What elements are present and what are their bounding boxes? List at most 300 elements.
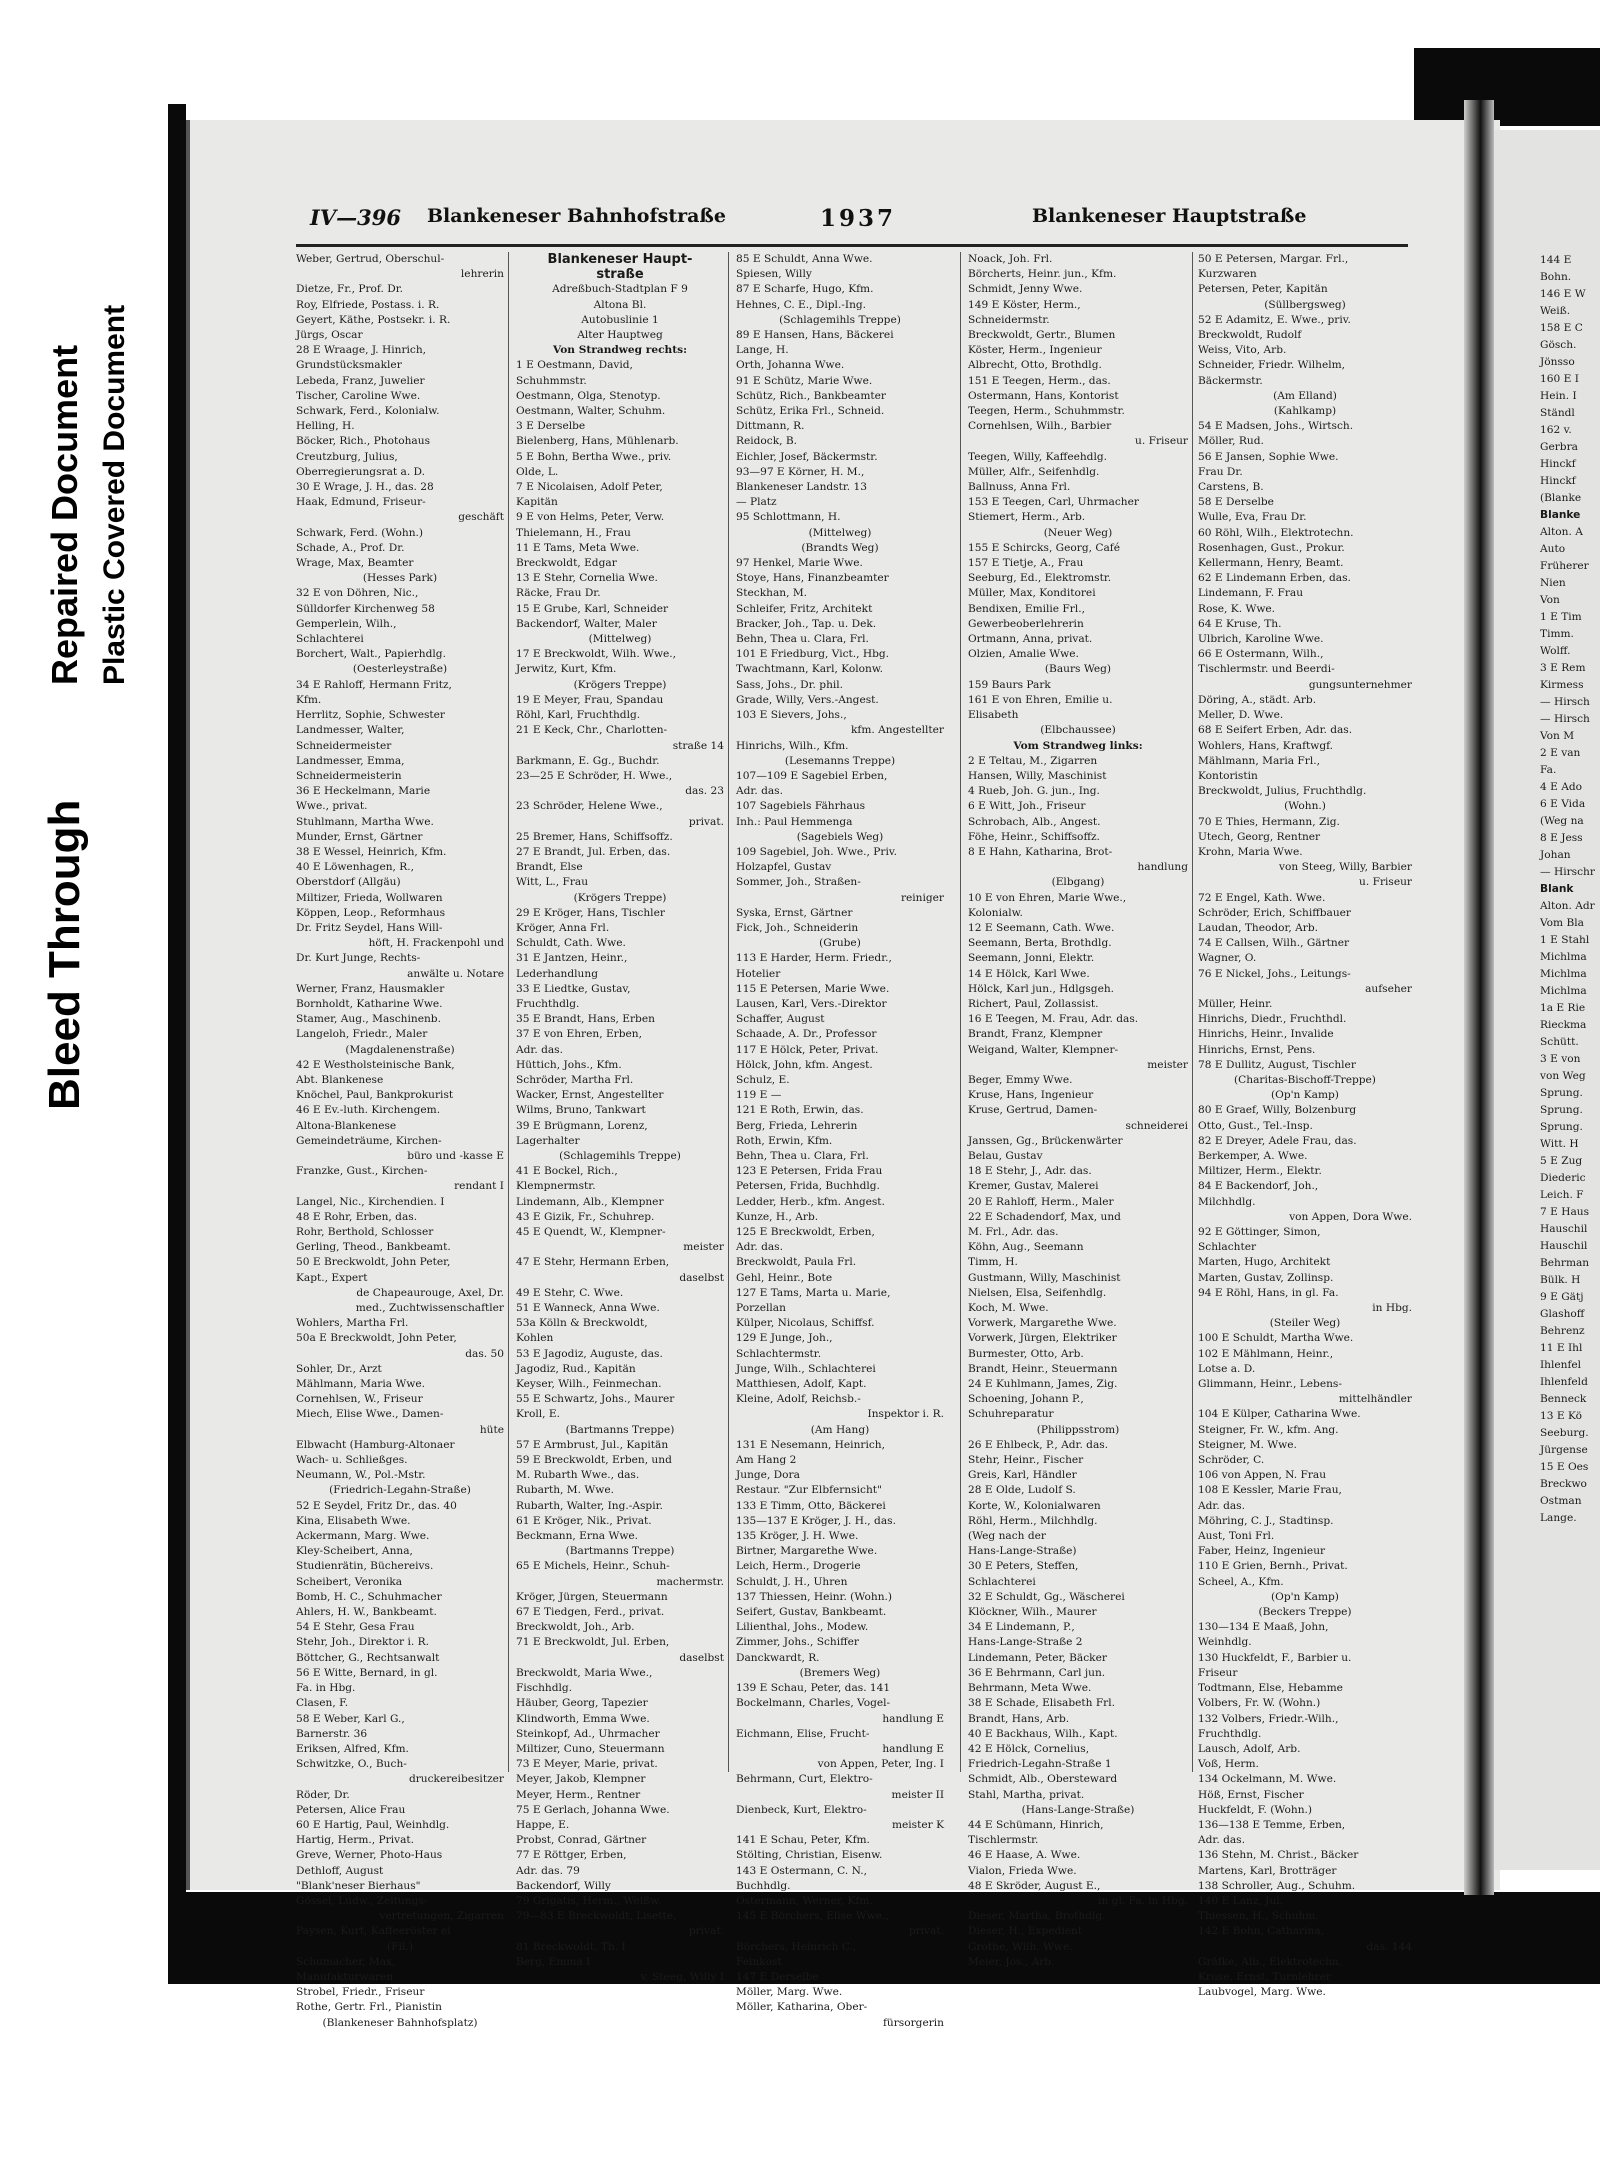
directory-line: aufseher bbox=[1365, 982, 1412, 995]
directory-line: 76 E Nickel, Johs., Leitungs- bbox=[1198, 967, 1351, 980]
directory-line: Schrobach, Alb., Angest. bbox=[968, 815, 1101, 828]
directory-line: höft, H. Frackenpohl und bbox=[368, 937, 504, 950]
directory-line: Greis, Karl, Händler bbox=[968, 1469, 1077, 1482]
directory-line: Wilms, Bruno, Tankwart bbox=[516, 1104, 646, 1117]
directory-line: Dr. Fritz Seydel, Hans Will- bbox=[296, 921, 443, 934]
directory-line: Schade, A., Prof. Dr. bbox=[296, 541, 405, 554]
facing-page-line: Jürgense bbox=[1540, 1444, 1588, 1456]
facing-page-line: Johan bbox=[1540, 849, 1571, 861]
directory-line: 107—109 E Sagebiel Erben, bbox=[736, 769, 888, 782]
directory-line: Schlachter bbox=[1198, 1241, 1257, 1254]
directory-line: 50a E Breckwoldt, John Peter, bbox=[296, 1332, 457, 1345]
facing-page-line: 13 E Kö bbox=[1540, 1410, 1582, 1422]
directory-line: Döring, A., städt. Arb. bbox=[1198, 693, 1317, 706]
directory-line: (Wohn.) bbox=[1284, 800, 1326, 813]
directory-line: Knöchel, Paul, Bankprokurist bbox=[296, 1089, 454, 1102]
facing-page-fragments bbox=[1540, 252, 1600, 1772]
directory-column-3 bbox=[736, 252, 944, 2029]
directory-line: handlung bbox=[1137, 861, 1188, 874]
directory-line: in gl. Fa. in Hbg. bbox=[1098, 1894, 1188, 1907]
directory-line: "Blank'neser Bierhaus" bbox=[296, 1879, 421, 1892]
directory-line: Berg, Frieda, Lehrerin bbox=[736, 1119, 858, 1132]
directory-line: 33 E Liedtke, Gustav, bbox=[516, 982, 631, 995]
directory-line: Feinkost bbox=[736, 1955, 782, 1968]
directory-line: Rubarth, Walter, Ing.-Aspir. bbox=[516, 1499, 663, 1512]
directory-line: Inh.: Paul Hemmenga bbox=[736, 815, 853, 828]
facing-page-line: Gösch. bbox=[1540, 339, 1577, 351]
directory-line: Wagner, O. bbox=[1198, 952, 1257, 965]
directory-line: 67 E Tiedgen, Ferd., privat. bbox=[516, 1606, 665, 1619]
directory-line: 38 E Schade, Elisabeth Frl. bbox=[968, 1697, 1115, 1710]
directory-line: 11 E Tams, Meta Wwe. bbox=[516, 541, 640, 554]
directory-line: 85 E Schuldt, Anna Wwe. bbox=[736, 253, 873, 265]
directory-line: Köppen, Leop., Reformhaus bbox=[296, 906, 446, 919]
directory-line: Lausch, Adolf, Arb. bbox=[1198, 1742, 1301, 1755]
directory-line: Hartig, Herm., Privat. bbox=[296, 1834, 415, 1847]
directory-line: 57 E Armbrust, Jul., Kapitän bbox=[516, 1438, 669, 1451]
directory-line: Klöckner, Wilh., Maurer bbox=[968, 1606, 1097, 1619]
directory-line: Gräfke, Alb., Elektrotechn. bbox=[1198, 1955, 1343, 1968]
directory-line: Huckfeldt, F. (Wohn.) bbox=[1198, 1803, 1313, 1816]
directory-line: Teegen, Herm., Schuhmmstr. bbox=[968, 405, 1125, 418]
directory-line: Bendixen, Emilie Frl., bbox=[968, 602, 1085, 615]
directory-line: Thielemann, H., Frau bbox=[516, 526, 631, 539]
directory-line: Lange, H. bbox=[736, 344, 789, 357]
directory-line: Marten, Gustav, Zollinsp. bbox=[1198, 1271, 1334, 1284]
directory-line: 161 E von Ehren, Emilie u. bbox=[968, 693, 1113, 706]
directory-line: Utech, Georg, Rentner bbox=[1198, 830, 1321, 843]
directory-line: Behn, Thea u. Clara, Frl. bbox=[736, 1149, 869, 1162]
directory-line: Grundstücksmakler bbox=[296, 359, 402, 372]
facing-page-line: Ihlenfeld bbox=[1540, 1376, 1588, 1388]
directory-line: Weigand, Walter, Klempner- bbox=[968, 1043, 1119, 1056]
directory-line: Tischlermstr. und Beerdi- bbox=[1198, 663, 1335, 676]
directory-line: (Magdalenenstraße) bbox=[345, 1043, 455, 1056]
directory-line: 89 E Hansen, Hans, Bäckerei bbox=[736, 329, 894, 342]
facing-page-line: — Hirschr bbox=[1540, 866, 1595, 878]
directory-line: Stahl, Martha, privat. bbox=[968, 1788, 1085, 1801]
directory-line: Milchhdlg. bbox=[1198, 1195, 1256, 1208]
directory-line: Schütz, Erika Frl., Schneid. bbox=[736, 405, 885, 418]
directory-line: (Hesses Park) bbox=[362, 572, 438, 585]
directory-line: Grade, Willy, Vers.-Angest. bbox=[736, 693, 879, 706]
facing-page-line: Von M bbox=[1540, 730, 1575, 742]
facing-page-line: Michlma bbox=[1540, 951, 1587, 963]
directory-line: Berg, Emma I bbox=[516, 1955, 591, 1968]
directory-line: Kapt., Expert bbox=[296, 1271, 368, 1284]
directory-line: Steigner, Fr. W., kfm. Ang. bbox=[1198, 1423, 1339, 1436]
facing-page-line: 3 E Rem bbox=[1540, 662, 1586, 674]
directory-line: 97 Henkel, Marie Wwe. bbox=[736, 557, 863, 570]
directory-line: Schröder, C. bbox=[1198, 1454, 1265, 1467]
directory-line: Behn, Thea u. Clara, Frl. bbox=[736, 633, 869, 646]
directory-line: 78 E Dullitz, August, Tischler bbox=[1198, 1058, 1356, 1071]
facing-page-line: Michlma bbox=[1540, 968, 1587, 980]
directory-line: (Brandts Weg) bbox=[801, 541, 879, 554]
directory-line: Kley-Scheibert, Anna, bbox=[296, 1545, 413, 1558]
directory-line: Seeburg, Ed., Elektromstr. bbox=[968, 572, 1112, 585]
directory-line: 34 E Rahloff, Hermann Fritz, bbox=[296, 678, 452, 691]
directory-line: reiniger bbox=[900, 891, 944, 904]
directory-line: 58 E Weber, Karl G., bbox=[296, 1712, 405, 1725]
directory-line: v. Steeg, Willy I bbox=[640, 1970, 724, 1983]
directory-line: 72 E Engel, Kath. Wwe. bbox=[1198, 891, 1326, 904]
plastic-covered-label: Plastic Covered Document bbox=[98, 304, 131, 685]
left-street-heading: Blankeneser Bahnhofstraße bbox=[427, 205, 726, 227]
directory-line: daselbst bbox=[679, 1271, 724, 1284]
directory-line: Klindworth, Emma Wwe. bbox=[516, 1712, 650, 1725]
directory-line: Stiemert, Herm., Arb. bbox=[968, 511, 1086, 524]
directory-line: 44 E Schümann, Hinrich, bbox=[968, 1818, 1104, 1831]
directory-line: (Philippsstrom) bbox=[1036, 1423, 1120, 1436]
facing-page-line: (Blanke bbox=[1540, 492, 1582, 504]
directory-line: 149 E Köster, Herm., bbox=[968, 298, 1081, 311]
directory-line: Laudan, Theodor, Arb. bbox=[1198, 921, 1319, 934]
directory-line: Carstens, B. bbox=[1198, 481, 1264, 494]
directory-line: 87 E Scharfe, Hugo, Kfm. bbox=[736, 283, 874, 296]
directory-line: 35 E Brandt, Hans, Erben bbox=[516, 1013, 655, 1026]
directory-line: 53a Kölln & Breckwoldt, bbox=[516, 1317, 648, 1330]
directory-line: (Baurs Weg) bbox=[1044, 663, 1112, 676]
directory-line: Kontoristin bbox=[1198, 769, 1258, 782]
directory-line: Sülldorfer Kirchenweg 58 bbox=[296, 602, 435, 615]
year-heading: 1937 bbox=[820, 205, 897, 232]
directory-line: Stölting, Christian, Eisenw. bbox=[736, 1849, 883, 1862]
directory-line: Frau Dr. bbox=[1198, 465, 1243, 478]
directory-line: (Steiler Weg) bbox=[1269, 1317, 1341, 1330]
directory-line: privat. bbox=[908, 1925, 944, 1938]
directory-line: Buchhdlg. bbox=[736, 1879, 791, 1892]
directory-line: Aust, Toni Frl. bbox=[1198, 1530, 1275, 1543]
facing-page-line: 1 E Stahl bbox=[1540, 934, 1590, 946]
bleed-through-tag bbox=[22, 700, 147, 1120]
directory-line: Behrmann, Curt, Elektro- bbox=[736, 1773, 873, 1786]
directory-line: 28 E Wraage, J. Hinrich, bbox=[296, 344, 427, 357]
directory-line: Hansen, Willy, Maschinist bbox=[968, 769, 1107, 782]
directory-line: 20 E Rahloff, Herm., Maler bbox=[968, 1195, 1114, 1208]
directory-line: Müller, Alfr., Seifenhdlg. bbox=[968, 465, 1100, 478]
directory-line: 18 E Stehr, J., Adr. das. bbox=[968, 1165, 1092, 1178]
directory-line: 36 E Heckelmann, Marie bbox=[296, 785, 431, 798]
directory-line: 26 E Ehlbeck, P., Adr. das. bbox=[968, 1438, 1109, 1451]
facing-page-line: Von bbox=[1540, 594, 1560, 606]
directory-line: handlung E bbox=[882, 1712, 944, 1725]
directory-line: Kroll, E. bbox=[516, 1408, 560, 1421]
directory-line: 24 E Kuhlmann, James, Zig. bbox=[968, 1378, 1118, 1391]
directory-line: Schwark, Ferd., Kolonialw. bbox=[296, 405, 440, 418]
directory-line: Hans-Lange-Straße 2 bbox=[968, 1636, 1083, 1649]
directory-line: 32 E von Döhren, Nic., bbox=[296, 587, 419, 600]
directory-line: 23 Schröder, Helene Wwe., bbox=[516, 800, 663, 813]
directory-line: Köhn, Aug., Seemann bbox=[968, 1241, 1084, 1254]
directory-line: Brandt, Heinr., Steuermann bbox=[968, 1362, 1118, 1375]
facing-page-line: Lange. bbox=[1540, 1512, 1577, 1524]
directory-line: 31 E Jantzen, Heinr., bbox=[516, 952, 628, 965]
directory-line: 77 E Röttger, Erben, bbox=[516, 1849, 627, 1862]
directory-line: Jürgs, Oscar bbox=[296, 329, 363, 342]
directory-line: Lagerhalter bbox=[516, 1134, 580, 1147]
directory-line: Miltizer, Herm., Elektr. bbox=[1198, 1165, 1322, 1178]
directory-line: Schlachterei bbox=[296, 633, 364, 646]
directory-line: Miltizer, Frieda, Wollwaren bbox=[296, 891, 443, 904]
directory-line: Breckwoldt, Gertr., Blumen bbox=[968, 329, 1116, 342]
directory-line: Stehr, Heinr., Fischer bbox=[968, 1454, 1084, 1467]
directory-line: 79 Grigatis, Herm., Weißw. bbox=[516, 1894, 662, 1907]
directory-line: 157 E Tietje, A., Frau bbox=[968, 557, 1084, 570]
directory-line: Borchert, Walt., Papierhdlg. bbox=[296, 648, 446, 661]
directory-line: Breckwoldt, Maria Wwe., bbox=[516, 1666, 653, 1679]
directory-line: — Platz bbox=[736, 496, 777, 509]
directory-line: 53 E Jagodiz, Auguste, das. bbox=[516, 1347, 663, 1360]
directory-line: Lindemann, Peter, Bäcker bbox=[968, 1651, 1107, 1664]
directory-line: 25 Bremer, Hans, Schiffsoffz. bbox=[516, 830, 673, 843]
directory-column-5 bbox=[1198, 252, 1412, 1999]
directory-line: Bäckermstr. bbox=[1198, 374, 1263, 387]
facing-page-line: Michlma bbox=[1540, 985, 1587, 997]
directory-line: M. Frl., Adr. das. bbox=[968, 1226, 1059, 1238]
directory-line: 9 E von Helms, Peter, Verw. bbox=[516, 511, 665, 524]
facing-page-line: Rieckma bbox=[1540, 1019, 1587, 1031]
directory-line: 55 E Schwartz, Johs., Maurer bbox=[516, 1393, 675, 1406]
directory-line: Kruse, Gertrud, Damen- bbox=[968, 1104, 1098, 1117]
directory-line: Räcke, Frau Dr. bbox=[516, 587, 601, 600]
facing-page-line: Fa. bbox=[1540, 764, 1557, 776]
column-separator bbox=[1192, 252, 1193, 1772]
directory-line: Alter Hauptweg bbox=[577, 329, 663, 342]
directory-line: Breckwoldt, Joh., Arb. bbox=[516, 1621, 635, 1634]
directory-line: Dr. Kurt Junge, Rechts- bbox=[296, 952, 421, 965]
directory-line: Am Hang 2 bbox=[736, 1454, 797, 1467]
directory-line: Rose, K. Wwe. bbox=[1198, 602, 1276, 615]
directory-line: (Hans-Lange-Straße) bbox=[1021, 1803, 1135, 1816]
directory-line: Röhl, Herm., Milchhdlg. bbox=[968, 1514, 1098, 1527]
directory-line: Brandt, Franz, Klempner bbox=[968, 1028, 1103, 1041]
directory-column-2 bbox=[516, 252, 724, 1983]
directory-line: (Sagebiels Weg) bbox=[796, 830, 884, 843]
directory-line: Schuhmmstr. bbox=[516, 374, 587, 387]
directory-line: 145 E Börchers, Elise Wwe., bbox=[736, 1910, 889, 1923]
directory-line: Albrecht, Otto, Brothdlg. bbox=[968, 359, 1102, 372]
directory-line: Hüttich, Johs., Kfm. bbox=[516, 1058, 622, 1071]
directory-line: Kina, Elisabeth Wwe. bbox=[296, 1514, 411, 1527]
directory-line: Mählmann, Maria Wwe. bbox=[296, 1378, 426, 1391]
directory-line: (Mittelweg) bbox=[588, 633, 652, 646]
directory-line: Ulbrich, Karoline Wwe. bbox=[1198, 633, 1324, 646]
facing-page-line: Witt. H bbox=[1540, 1138, 1579, 1150]
directory-line: Herrlitz, Sophie, Schwester bbox=[296, 709, 445, 722]
facing-page-line: 11 E Ihl bbox=[1540, 1342, 1583, 1354]
directory-line: Clasen, F. bbox=[296, 1697, 349, 1710]
directory-line: 54 E Stehr, Gesa Frau bbox=[296, 1621, 415, 1634]
directory-line: 5 E Bohn, Bertha Wwe., priv. bbox=[516, 450, 672, 463]
directory-line: 104 E Külper, Catharina Wwe. bbox=[1198, 1408, 1361, 1421]
directory-line: Mählmann, Maria Frl., bbox=[1198, 754, 1320, 767]
directory-line: fürsorgerin bbox=[882, 2016, 944, 2029]
facing-page-line: Hein. I bbox=[1540, 390, 1577, 402]
directory-line: Schneider, Friedr. Wilhelm, bbox=[1198, 359, 1346, 372]
directory-line: Creutzburg, Julius, bbox=[296, 450, 398, 463]
directory-line: Janssen, Gg., Brückenwärter bbox=[968, 1134, 1123, 1147]
directory-line: das. 23 bbox=[685, 785, 724, 798]
directory-line: Kremer, Gustav, Malerei bbox=[968, 1180, 1099, 1193]
directory-line: Olzien, Amalie Wwe. bbox=[968, 648, 1079, 661]
directory-line: Schütz, Rich., Bankbeamter bbox=[736, 389, 886, 402]
directory-line: 60 Röhl, Wilh., Elektrotechn. bbox=[1198, 526, 1354, 539]
facing-page-line: Behrman bbox=[1540, 1257, 1590, 1269]
directory-line: 82 E Dreyer, Adele Frau, das. bbox=[1198, 1134, 1357, 1147]
directory-column-4 bbox=[968, 252, 1188, 1968]
directory-line: 12 E Seemann, Cath. Wwe. bbox=[968, 921, 1115, 934]
directory-line: Lindemann, F. Frau bbox=[1198, 587, 1304, 600]
directory-line: Spiesen, Willy bbox=[736, 268, 812, 281]
directory-line: Kunze, H., Arb. bbox=[736, 1210, 819, 1223]
directory-line: 84 E Backendorf, Joh., bbox=[1198, 1180, 1319, 1193]
directory-line: 27 E Brandt, Jul. Erben, das. bbox=[516, 845, 671, 858]
directory-column-1 bbox=[296, 252, 504, 2029]
directory-line: u. Friseur bbox=[1359, 876, 1412, 889]
directory-line: Adreßbuch-Stadtplan F 9 bbox=[552, 283, 688, 296]
directory-line: 59 E Breckwoldt, Erben, und bbox=[516, 1454, 672, 1467]
directory-line: Friedrich-Legahn-Straße 1 bbox=[968, 1758, 1112, 1771]
right-street-heading: Blankeneser Hauptstraße bbox=[1032, 205, 1307, 227]
directory-line: 95 Schlottmann, H. bbox=[736, 511, 841, 524]
directory-line: in Hbg. bbox=[1372, 1302, 1412, 1315]
directory-line: Brandt, Hans, Arb. bbox=[968, 1712, 1070, 1725]
facing-page-line: Ihlenfel bbox=[1540, 1359, 1582, 1371]
directory-line: (Schlagemihls Treppe) bbox=[559, 1149, 681, 1162]
directory-line: Fruchthdlg. bbox=[516, 997, 580, 1010]
directory-line: 62 E Lindemann Erben, das. bbox=[1198, 572, 1351, 585]
directory-line: 46 E Ev.-luth. Kirchengem. bbox=[296, 1104, 441, 1117]
directory-line: Olde, L. bbox=[516, 465, 559, 478]
directory-line: Haak, Edmund, Friseur- bbox=[296, 496, 426, 509]
directory-line: 7 E Nicolaisen, Adolf Peter, bbox=[516, 481, 663, 494]
facing-page-line: 146 E W bbox=[1540, 288, 1586, 300]
directory-line: Jagodiz, Rud., Kapitän bbox=[516, 1362, 636, 1375]
directory-line: 22 E Schadendorf, Max, und bbox=[968, 1210, 1121, 1223]
directory-line: Krohn, Maria Wwe. bbox=[1198, 845, 1303, 858]
directory-line: 2 E Teltau, M., Zigarren bbox=[968, 754, 1098, 767]
directory-line: 41 E Bockel, Rich., bbox=[516, 1165, 618, 1178]
directory-line: 28 E Olde, Ludolf S. bbox=[968, 1484, 1076, 1497]
directory-line: Wohlers, Hans, Kraftwgf. bbox=[1198, 739, 1334, 752]
directory-line: Teegen, Willy, Kaffeehdlg. bbox=[968, 450, 1108, 463]
directory-line: Ballnuss, Anna Frl. bbox=[968, 481, 1071, 494]
directory-line: Seifert, Gustav, Bankbeamt. bbox=[736, 1606, 887, 1619]
directory-line: Meller, D. Wwe. bbox=[1198, 709, 1284, 722]
directory-line: Keyser, Wilh., Feinmechan. bbox=[516, 1378, 662, 1391]
facing-page-line: Blanke bbox=[1540, 509, 1581, 521]
directory-line: straße 14 bbox=[672, 739, 724, 752]
directory-line: (Bremers Weg) bbox=[799, 1666, 881, 1679]
directory-line: 79—83 E Breckwoldt, Lisette, bbox=[516, 1910, 677, 1923]
directory-line: 30 E Wrage, J. H., das. 28 bbox=[296, 481, 434, 494]
directory-line: Schwark, Ferd. (Wohn.) bbox=[296, 526, 424, 539]
directory-line: 45 E Quendt, W., Klempner- bbox=[516, 1226, 666, 1238]
directory-line: Stoye, Hans, Finanzbeamter bbox=[736, 572, 889, 585]
facing-page-line: Ostman bbox=[1540, 1495, 1582, 1507]
scan-border-left bbox=[168, 104, 186, 1894]
directory-line: Rosenhagen, Gust., Prokur. bbox=[1198, 541, 1345, 554]
directory-line: schneiderei bbox=[1125, 1119, 1188, 1132]
directory-line: von Appen, Peter, Ing. I bbox=[817, 1758, 944, 1771]
directory-line: Barkmann, E. Gg., Buchdr. bbox=[516, 754, 660, 767]
directory-line: (Op'n Kamp) bbox=[1271, 1590, 1339, 1603]
directory-line: (Beckers Treppe) bbox=[1258, 1606, 1352, 1619]
directory-line: Hinrichs, Wilh., Kfm. bbox=[736, 739, 849, 752]
directory-line: Studienrätin, Büchereivs. bbox=[296, 1560, 434, 1573]
directory-line: Koch, M. Wwe. bbox=[968, 1302, 1049, 1315]
directory-line: Noack, Joh. Frl. bbox=[968, 253, 1053, 265]
directory-line: Jerwitz, Kurt, Kfm. bbox=[516, 663, 617, 676]
directory-line: (Charitas-Bischoff-Treppe) bbox=[1234, 1073, 1376, 1086]
directory-line: Föhe, Heinr., Schiffsoffz. bbox=[968, 830, 1100, 843]
directory-line: Vom Strandweg links: bbox=[1013, 739, 1143, 752]
directory-line: meister II bbox=[891, 1788, 944, 1801]
directory-line: Happe, E. bbox=[516, 1818, 570, 1831]
directory-line: (Elbgang) bbox=[1051, 876, 1105, 889]
directory-line: das. 144 bbox=[1366, 1940, 1412, 1953]
directory-line: Landmesser, Emma, bbox=[296, 754, 405, 767]
directory-line: 147 E Derselbe bbox=[736, 1970, 819, 1983]
directory-line: (Kahlkamp) bbox=[1273, 405, 1337, 418]
directory-line: Eichler, Josef, Bäckermstr. bbox=[736, 450, 878, 463]
directory-line: Weinhdlg. bbox=[1198, 1636, 1252, 1649]
facing-page-line: Hauschil bbox=[1540, 1240, 1588, 1252]
directory-line: Steigner, M. Wwe. bbox=[1198, 1438, 1297, 1451]
directory-line: Lilienthal, Johs., Modew. bbox=[736, 1621, 869, 1634]
directory-line: Lederhandlung bbox=[516, 967, 598, 980]
directory-line: 65 E Michels, Heinr., Schuh- bbox=[516, 1560, 670, 1573]
directory-line: Kellermann, Henry, Beamt. bbox=[1198, 557, 1344, 570]
header-rule bbox=[296, 244, 1408, 247]
directory-line: Lindemann, Alb., Klempner bbox=[516, 1195, 664, 1208]
directory-line: Schaade, A. Dr., Professor bbox=[736, 1028, 877, 1041]
directory-line: 46 E Haase, A. Wwe. bbox=[968, 1849, 1081, 1862]
directory-line: 74 E Callsen, Wilh., Gärtner bbox=[1198, 937, 1350, 950]
facing-page-line: — Hirsch bbox=[1540, 713, 1590, 725]
directory-line: Adr. das. 79 bbox=[516, 1864, 580, 1877]
directory-line: 42 E Westholsteinische Bank, bbox=[296, 1058, 455, 1071]
directory-line: 23—25 E Schröder, H. Wwe., bbox=[516, 769, 673, 782]
repaired-document-label: Repaired Document bbox=[44, 344, 85, 685]
facing-page-line: Bülk. H bbox=[1540, 1274, 1581, 1286]
directory-line: Tischer, Caroline Wwe. bbox=[296, 389, 421, 402]
facing-page-line: 6 E Vida bbox=[1540, 798, 1586, 810]
facing-page-line: Behrenz bbox=[1540, 1325, 1585, 1337]
facing-page-line: Sprung. bbox=[1540, 1121, 1583, 1133]
directory-line: Hinrichs, Heinr., Invalide bbox=[1198, 1028, 1334, 1041]
directory-line: med., Zuchtwissenschaftler bbox=[355, 1302, 504, 1315]
directory-line: Bomb, H. C., Schuhmacher bbox=[296, 1590, 442, 1603]
directory-line: Volbers, Fr. W. (Wohn.) bbox=[1198, 1697, 1321, 1710]
directory-line: Ortmann, Anna, privat. bbox=[968, 633, 1093, 646]
directory-line: Schleifer, Fritz, Architekt bbox=[736, 602, 873, 615]
directory-line: (Lesemanns Treppe) bbox=[784, 754, 896, 767]
directory-line: 42 E Hölck, Cornelius, bbox=[968, 1742, 1090, 1755]
directory-line: Orth, Johanna Wwe. bbox=[736, 359, 845, 372]
directory-line: Sohler, Dr., Arzt bbox=[296, 1362, 382, 1375]
directory-line: Rothe, Gertr. Frl., Pianistin bbox=[296, 2001, 442, 2014]
directory-line: Langeloh, Friedr., Maler bbox=[296, 1028, 428, 1041]
book-gutter bbox=[1464, 100, 1494, 1895]
directory-line: Holzapfel, Gustav bbox=[736, 861, 832, 874]
directory-line: 91 E Schütz, Marie Wwe. bbox=[736, 374, 873, 387]
directory-line: 36 E Behrmann, Carl jun. bbox=[968, 1666, 1106, 1679]
facing-page-line: Früherer bbox=[1540, 560, 1589, 572]
directory-line: Möller, Marg. Wwe. bbox=[736, 1986, 843, 1999]
directory-line: 107 Sagebiels Fährhaus bbox=[736, 800, 866, 813]
